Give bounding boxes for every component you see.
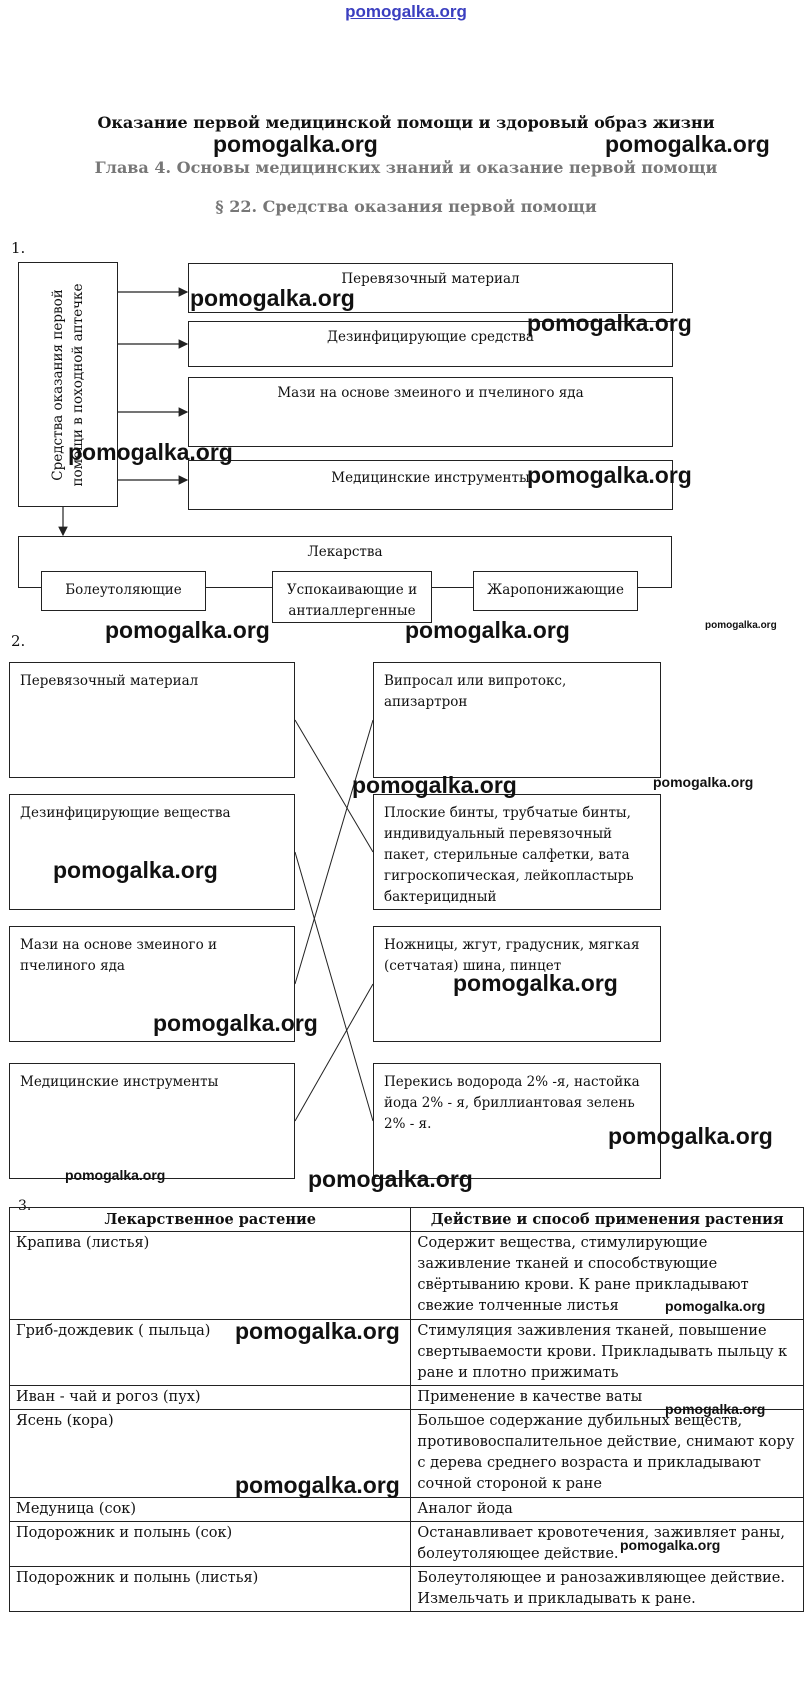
watermark: pomogalka.org (665, 1401, 766, 1417)
watermark: pomogalka.org (53, 857, 218, 883)
site-link[interactable]: pomogalka.org (345, 2, 467, 21)
action-cell: Большое содержание дубильных веществ, противовоспалительное действие, снимают кору с дерева среднего возраста и прикладывают сочной стороной к ране (411, 1410, 804, 1498)
watermark: pomogalka.org (352, 772, 517, 798)
table-header-row (10, 1208, 804, 1232)
table-row (10, 1410, 804, 1498)
plant-cell: Подорожник и полынь (листья) (10, 1567, 411, 1612)
action-cell: Применение в качестве ваты (411, 1386, 804, 1410)
page-title: Оказание первой медицинской помощи и здоровый образ жизни (97, 113, 715, 132)
watermark: pomogalka.org (213, 131, 378, 157)
watermark: pomogalka.org (235, 1318, 400, 1344)
action-cell: Останавливает кровотечения, заживляет раны, болеутоляющее действие. (411, 1522, 804, 1567)
watermark: pomogalka.org (105, 617, 270, 643)
watermark: pomogalka.org (68, 439, 233, 465)
watermark: pomogalka.org (608, 1123, 773, 1149)
watermark: pomogalka.org (153, 1010, 318, 1036)
chapter-title: Глава 4. Основы медицинских знаний и оказание первой помощи (94, 158, 718, 177)
task-3-number: 3. (18, 1198, 32, 1214)
task-1-number: 1. (11, 239, 26, 257)
medicines-box: Лекарства (18, 536, 672, 588)
plant-cell: Гриб-дождевик ( пыльца) (10, 1320, 411, 1386)
kit-item-instruments: Медицинские инструменты (188, 460, 673, 510)
watermark: pomogalka.org (527, 462, 692, 488)
section-title: § 22. Средства оказания первой помощи (215, 197, 597, 216)
match-right-1: Випросал или випротокс, апизартрон (373, 662, 661, 778)
action-cell: Содержит вещества, стимулирующие заживление тканей и способствующие свёртыванию крови. К ране прикладывают свежие толченные листья (411, 1232, 804, 1320)
match-left-3: Мази на основе змеиного и пчелиного яда (9, 926, 295, 1042)
match-line-4 (295, 984, 373, 1121)
watermark: pomogalka.org (653, 774, 754, 790)
medicine-painkillers: Болеутоляющие (41, 571, 206, 611)
match-line-3 (295, 720, 373, 984)
match-left-2: Дезинфицирующие вещества (9, 794, 295, 910)
watermark: pomogalka.org (605, 131, 770, 157)
watermark: pomogalka.org (405, 617, 570, 643)
plant-cell: Ясень (кора) (10, 1410, 411, 1498)
match-right-3: Ножницы, жгут, градусник, мягкая (сетчатая) шина, пинцет (373, 926, 661, 1042)
medicine-antipyretics: Жаропонижающие (473, 571, 638, 611)
watermark: pomogalka.org (665, 1298, 766, 1314)
first-aid-kit-label: Средства оказания первой помощи в походной аптечке (50, 283, 86, 486)
column-header: Действие и способ применения растения (411, 1208, 804, 1232)
column-header: Лекарственное растение (10, 1208, 411, 1232)
watermark: pomogalka.org (527, 310, 692, 336)
plant-cell: Крапива (листья) (10, 1232, 411, 1320)
kit-item-ointments: Мази на основе змеиного и пчелиного яда (188, 377, 673, 447)
kit-item-disinfectants: Дезинфицирующие средства (188, 321, 673, 367)
watermark: pomogalka.org (190, 285, 355, 311)
plant-cell: Медуница (сок) (10, 1498, 411, 1522)
watermark: pomogalka.org (65, 1167, 166, 1183)
task-2-number: 2. (11, 632, 26, 650)
match-right-4: Перекись водорода 2% -я, настойка йода 2% - я, бриллиантовая зелень 2% - я. (373, 1063, 661, 1179)
match-line-2 (295, 852, 373, 1121)
plant-cell: Подорожник и полынь (сок) (10, 1522, 411, 1567)
watermark: pomogalka.org (620, 1537, 721, 1553)
match-right-2: Плоские бинты, трубчатые бинты, индивидуальный перевязочный пакет, стерильные салфетки, вата гигроскопическая, лейкопластырь бактерицидный (373, 794, 661, 910)
watermark: pomogalka.org (453, 970, 618, 996)
table-row (10, 1498, 804, 1522)
plant-cell: Иван - чай и рогоз (пух) (10, 1386, 411, 1410)
action-cell: Стимуляция заживления тканей, повышение свертываемости крови. Прикладывать пыльцу к ране и плотно прижимать (411, 1320, 804, 1386)
watermark: pomogalka.org (705, 620, 777, 631)
table-row (10, 1320, 804, 1386)
watermark: pomogalka.org (235, 1472, 400, 1498)
watermark: pomogalka.org (308, 1166, 473, 1192)
action-cell: Болеутоляющее и ранозаживляющее действие. Измельчать и прикладывать к ране. (411, 1567, 804, 1612)
medicine-sedatives: Успокаивающие и антиаллергенные (272, 571, 432, 623)
table-row (10, 1567, 804, 1612)
match-left-4: Медицинские инструменты (9, 1063, 295, 1179)
action-cell: Аналог йода (411, 1498, 804, 1522)
kit-item-dressing: Перевязочный материал (188, 263, 673, 313)
match-left-1: Перевязочный материал (9, 662, 295, 778)
